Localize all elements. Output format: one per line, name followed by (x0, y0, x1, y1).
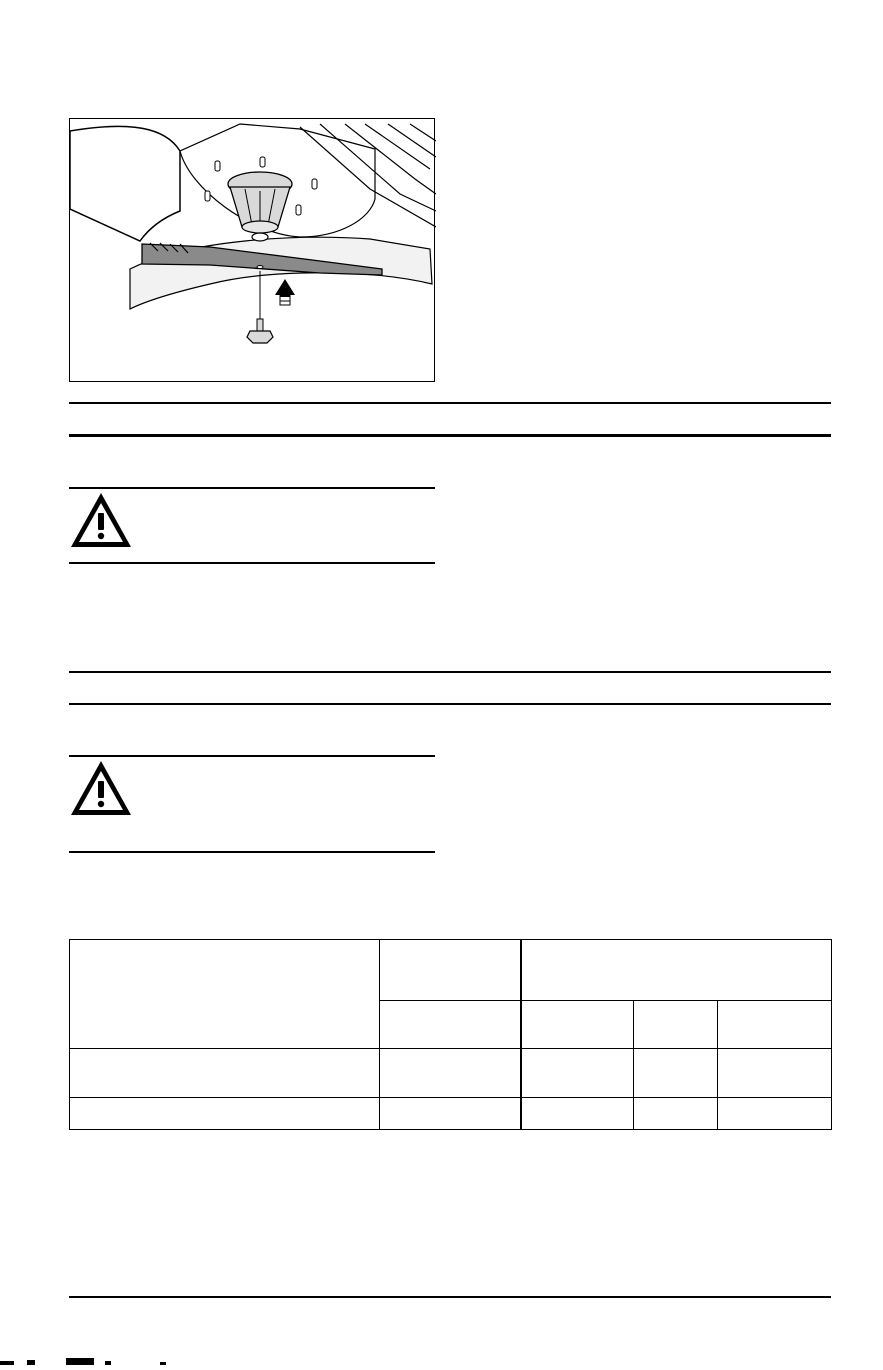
table-row (70, 1049, 832, 1098)
section-1-heading (69, 408, 831, 432)
table-subheader-cell (521, 1001, 634, 1049)
section-2-top-rule (69, 671, 831, 673)
table-cell (634, 1049, 718, 1098)
mower-blade-illustration (70, 119, 436, 383)
section-2-bottom-rule (69, 703, 831, 705)
warning-triangle-icon (68, 758, 134, 818)
specification-table (69, 939, 832, 1130)
table-cell (380, 1049, 521, 1098)
warning-2-top-rule (69, 755, 435, 757)
table-subheader-cell (718, 1001, 832, 1049)
section-1-top-rule (69, 402, 831, 404)
section-2-heading (69, 677, 831, 701)
warning-1-text (146, 494, 434, 558)
warning-2-text (146, 762, 434, 844)
table-header-cell (380, 940, 521, 1001)
table-cell (521, 1049, 634, 1098)
warning-1-bottom-rule (69, 562, 435, 564)
table-cell (718, 1098, 832, 1130)
blade-installation-figure (69, 118, 435, 382)
table-cell (634, 1098, 718, 1130)
table-header-row (70, 940, 832, 1001)
table-subheader-cell (634, 1001, 718, 1049)
warning-2-bottom-rule (69, 851, 435, 853)
table-subheader-cell (380, 1001, 521, 1049)
warning-triangle-icon (68, 490, 134, 550)
table-cell (70, 1098, 380, 1130)
table-row (70, 1098, 832, 1130)
cropped-footer-fragment (0, 1352, 883, 1362)
table-cell (70, 1049, 380, 1098)
footer-rule (69, 1296, 831, 1298)
table-cell (521, 1098, 634, 1130)
section-1-bottom-rule (69, 434, 831, 437)
table-cell (718, 1049, 832, 1098)
table-header-cell (70, 940, 380, 1049)
table-header-cell (521, 940, 832, 1001)
warning-1-top-rule (69, 487, 435, 489)
table-cell (380, 1098, 521, 1130)
